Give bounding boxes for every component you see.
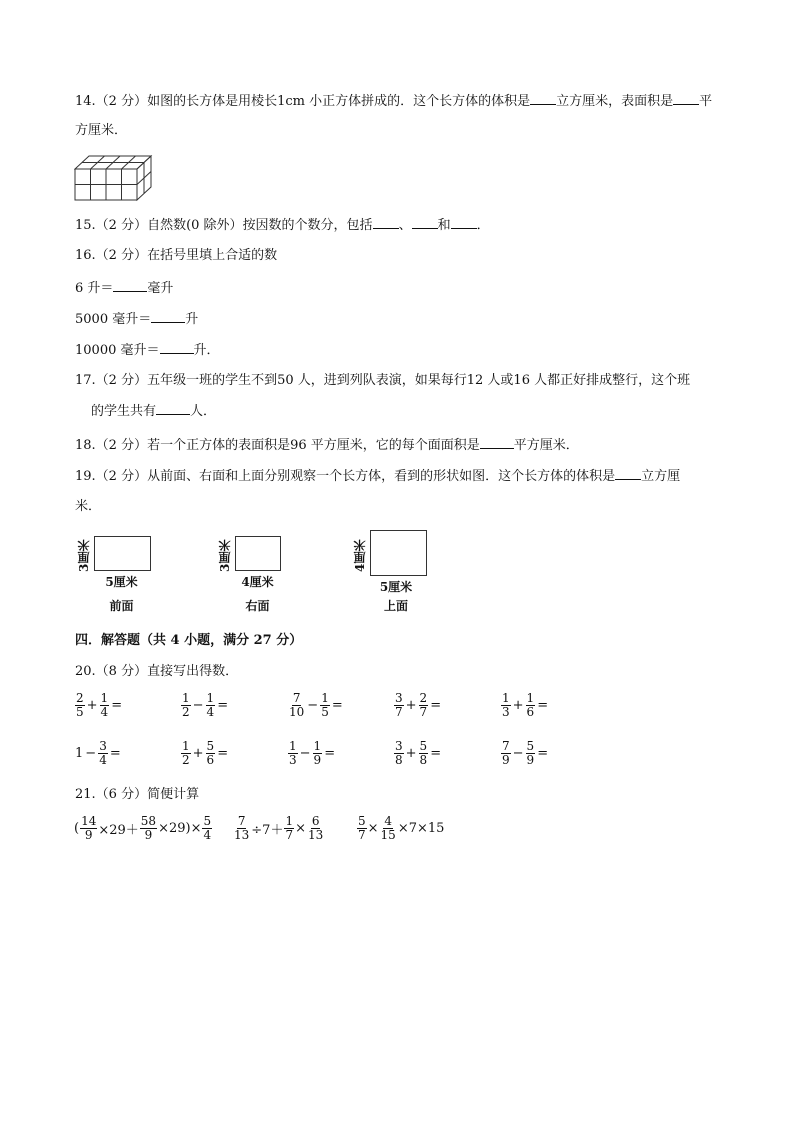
q14-text-c: 平: [699, 94, 713, 109]
answer-blank[interactable]: [373, 216, 399, 229]
denominator: 3: [502, 705, 510, 719]
fraction: [181, 740, 191, 767]
fraction: [181, 692, 191, 719]
denominator: 4: [100, 705, 109, 719]
fraction: [501, 692, 511, 719]
fraction: [284, 815, 294, 842]
equals-sign: =: [109, 746, 121, 761]
q16-r3-text: 10000 毫升＝: [75, 343, 160, 358]
q16-r2-unit: 升: [185, 312, 199, 327]
answer-blank[interactable]: [160, 341, 194, 354]
numerator: 1: [321, 691, 329, 705]
q15-line: [75, 216, 490, 235]
arith-expression: [287, 740, 336, 767]
fraction: [80, 815, 97, 842]
q19-line2: 米．: [75, 499, 102, 514]
denominator: 3: [289, 753, 297, 767]
q14-text-a: 14.（2 分）如图的长方体是用棱长1cm 小正方体拼成的．这个长方体的体积是: [75, 94, 531, 109]
numerator: 7: [237, 814, 246, 828]
denominator: 7: [285, 828, 294, 842]
denominator: 9: [84, 828, 93, 842]
denominator: 9: [313, 753, 322, 767]
arith-expression: [74, 692, 123, 719]
answer-blank[interactable]: [615, 467, 641, 480]
view-side-label: 4厘米: [353, 539, 367, 572]
arith-expression: [500, 740, 549, 767]
q17-text-a: 的学生共有: [91, 404, 157, 419]
fraction: [526, 740, 536, 767]
view-rect: [370, 530, 427, 576]
answer-blank[interactable]: [151, 310, 185, 323]
numerator: 14: [81, 814, 97, 828]
denominator: 10: [289, 705, 305, 719]
denominator: 4: [203, 828, 212, 842]
fraction: [419, 740, 429, 767]
numerator: 1: [289, 739, 297, 753]
view-name-label: 前面: [109, 599, 134, 613]
fraction: [501, 740, 511, 767]
q19-line1: [75, 467, 680, 486]
arith-expression: [180, 740, 229, 767]
equals-sign: =: [331, 698, 343, 713]
equals-sign: =: [217, 698, 229, 713]
fraction: [526, 692, 536, 719]
q15-text-b: 、: [398, 218, 412, 233]
view-bottom-label: 5厘米: [105, 575, 138, 589]
operator: +: [512, 698, 524, 713]
cuboid-figure: [74, 154, 154, 202]
fraction: [288, 692, 305, 719]
q15-text-d: ．: [476, 218, 490, 233]
denominator: 9: [502, 753, 510, 767]
arith-expression: [287, 692, 344, 719]
view-bottom-label: 4厘米: [241, 575, 274, 589]
fraction: [140, 815, 157, 842]
expr-text: ×7×15: [397, 821, 445, 836]
denominator: 9: [526, 753, 535, 767]
numerator: 5: [526, 739, 535, 753]
fraction: [320, 692, 330, 719]
numerator: 5: [206, 739, 215, 753]
denominator: 8: [419, 753, 428, 767]
expr-text: ÷7＋: [251, 823, 284, 838]
numerator: 2: [419, 691, 428, 705]
denominator: 4: [99, 753, 107, 767]
answer-blank[interactable]: [673, 92, 699, 105]
operator: +: [86, 698, 98, 713]
q21-expr-2: [232, 815, 325, 842]
numerator: 3: [99, 739, 107, 753]
numerator: 5: [358, 814, 366, 828]
q16-r3-unit: 升．: [193, 343, 220, 358]
fraction: [288, 740, 298, 767]
denominator: 4: [206, 705, 215, 719]
q14-line1: [75, 92, 712, 111]
paren: (: [74, 821, 80, 836]
equals-sign: =: [430, 698, 442, 713]
numerator: 1: [182, 691, 190, 705]
q17-line1: 17.（2 分）五年级一班的学生不到50 人，进到列队表演，如果每行12 人或16 人都正好排成整行，这个班: [75, 373, 691, 388]
denominator: 13: [234, 828, 250, 842]
denominator: 9: [144, 828, 153, 842]
numerator: 1: [100, 691, 109, 705]
view-name-label: 右面: [245, 599, 270, 613]
fraction: [419, 692, 429, 719]
denominator: 7: [358, 828, 366, 842]
view-side-label: 3厘米: [218, 539, 232, 572]
section-heading: 四．解答题（共 4 小题，满分 27 分）: [75, 633, 303, 648]
fraction: [307, 815, 324, 842]
q21-expr-1: [74, 815, 213, 842]
equals-sign: =: [324, 746, 336, 761]
fraction: [206, 740, 216, 767]
numerator: 1: [313, 739, 322, 753]
fraction: [380, 815, 397, 842]
q16-r1-text: 6 升＝: [75, 281, 114, 296]
numerator: 1: [206, 691, 215, 705]
q16-row2: [75, 310, 198, 329]
q18-text-a: 18.（2 分）若一个正方体的表面积是96 平方厘米，它的每个面面积是: [75, 438, 480, 453]
view-rect: [235, 536, 281, 571]
operator: −: [85, 746, 97, 761]
numerator: 58: [140, 814, 157, 828]
answer-blank[interactable]: [480, 436, 514, 449]
answer-blank[interactable]: [113, 279, 147, 292]
denominator: 2: [182, 753, 190, 767]
view-name-label: 上面: [383, 599, 408, 613]
equals-sign: =: [537, 746, 549, 761]
q17-text-b: 人．: [190, 404, 217, 419]
operator: −: [307, 698, 319, 713]
fraction: [75, 692, 85, 719]
fraction: [233, 815, 250, 842]
numerator: 7: [502, 739, 510, 753]
q16-r1-unit: 毫升: [147, 281, 174, 296]
q21-expr-3: [356, 815, 444, 842]
fraction: [394, 692, 404, 719]
view-side-label: 3厘米: [77, 539, 91, 572]
answer-blank[interactable]: [156, 402, 190, 415]
answer-blank[interactable]: [451, 216, 477, 229]
denominator: 13: [308, 828, 324, 842]
numerator: 3: [395, 691, 403, 705]
denominator: 7: [419, 705, 428, 719]
q16-row1: [75, 279, 173, 298]
equals-sign: =: [430, 746, 442, 761]
operator: −: [512, 746, 524, 761]
arith-expression: [74, 740, 122, 767]
numerator: 5: [203, 814, 212, 828]
q21-title: 21.（6 分）简便计算: [75, 787, 200, 802]
denominator: 8: [395, 753, 403, 767]
view-bottom-label: 5厘米: [379, 580, 413, 594]
operator: +: [192, 746, 204, 761]
q19-text-a: 19.（2 分）从前面、右面和上面分别观察一个长方体，看到的形状如图．这个长方体的体积是: [75, 469, 616, 484]
answer-blank[interactable]: [412, 216, 438, 229]
q18-text-b: 平方厘米．: [513, 438, 579, 453]
answer-blank[interactable]: [530, 92, 556, 105]
numerator: 7: [292, 691, 301, 705]
q16-row3: [75, 341, 220, 360]
operator: +: [405, 746, 417, 761]
denominator: 6: [206, 753, 215, 767]
q20-title: 20.（8 分）直接写出得数．: [75, 664, 239, 679]
expr-text: ×: [367, 821, 379, 836]
numerator: 4: [384, 814, 392, 828]
arith-expression: [500, 692, 549, 719]
denominator: 7: [395, 705, 403, 719]
numerator: 1: [182, 739, 190, 753]
q15-text-c: 和: [437, 218, 451, 233]
denominator: 15: [380, 828, 396, 842]
q15-text-a: 15.（2 分）自然数(0 除外）按因数的个数分，包括: [75, 218, 373, 233]
fraction: [100, 692, 110, 719]
operator: −: [192, 698, 204, 713]
expr-text: ×29＋: [98, 823, 139, 838]
fraction: [98, 740, 108, 767]
view-rect: [94, 536, 151, 571]
denominator: 2: [182, 705, 190, 719]
arith-expression: [393, 740, 442, 767]
fraction: [313, 740, 323, 767]
q19-text-b: 立方厘: [641, 469, 681, 484]
fraction: [202, 815, 212, 842]
equals-sign: =: [217, 746, 229, 761]
numerator: 2: [76, 691, 84, 705]
q16-title: 16.（2 分）在括号里填上合适的数: [75, 248, 278, 263]
expr-text: ×: [295, 821, 306, 836]
arith-expression: [393, 692, 442, 719]
denominator: 6: [526, 705, 535, 719]
numerator: 1: [502, 691, 510, 705]
operator: −: [299, 746, 311, 761]
numerator: 1: [526, 691, 535, 705]
q14-text-b: 立方厘米，表面积是: [556, 94, 674, 109]
q16-r2-text: 5000 毫升＝: [75, 312, 152, 327]
equals-sign: =: [537, 698, 549, 713]
fraction: [206, 692, 216, 719]
numerator: 5: [419, 739, 428, 753]
equals-sign: =: [111, 698, 123, 713]
numerator: 1: [285, 814, 294, 828]
fraction: [357, 815, 367, 842]
numerator: 3: [395, 739, 403, 753]
fraction: [394, 740, 404, 767]
whole-number: 1: [75, 746, 84, 761]
q17-line2: [91, 402, 216, 421]
q14-line2: 方厘米．: [75, 123, 128, 138]
q18-line: [75, 436, 579, 455]
denominator: 5: [321, 705, 329, 719]
operator: +: [405, 698, 417, 713]
denominator: 5: [76, 705, 84, 719]
numerator: 6: [311, 814, 320, 828]
expr-text: ×29)×: [158, 821, 202, 836]
arith-expression: [180, 692, 229, 719]
